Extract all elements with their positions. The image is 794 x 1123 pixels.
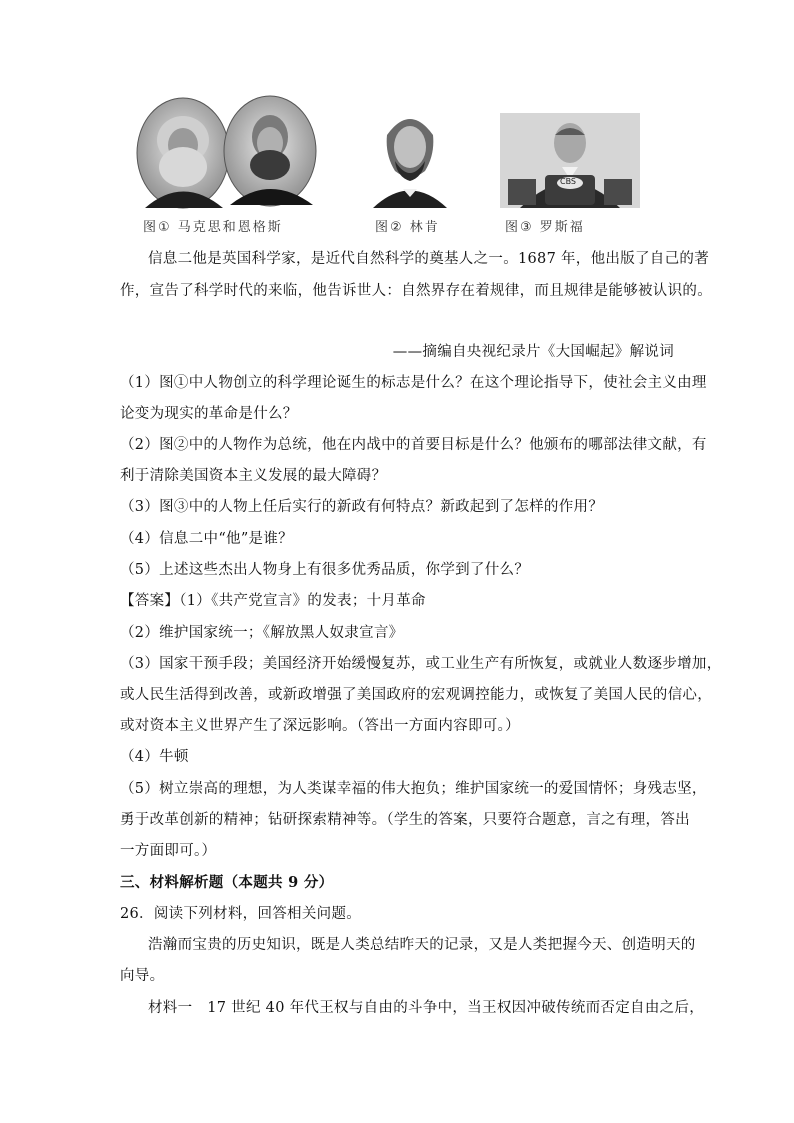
cbs-microphone-label: CBS [560,177,577,186]
question-3: （3）图③中的人物上任后实行的新政有何特点？新政起到了怎样的作用？ [120,499,604,515]
intro-line-1: 浩瀚而宝贵的历史知识，既是人类总结昨天的记录，又是人类把握今天、创造明天的 [148,937,696,953]
answer-5-line-2: 勇于改革创新的精神；钻研探索精神等。（学生的答案，只要符合题意，言之有理，答出 [120,812,690,828]
info2-line-1: 信息二他是英国科学家，是近代自然科学的奠基人之一。1687 年，他出版了自己的著 [148,251,710,267]
intro-line-2: 向导。 [120,968,165,984]
lincoln-portrait [365,103,455,208]
answer-1: 【答案】（1）《共产党宣言》的发表；十月革命 [120,593,426,609]
figure-3-caption: 图③ 罗斯福 [505,220,585,235]
answer-3-line-2: 或人民生活得到改善，或新政增强了美国政府的宏观调控能力，或恢复了美国人民的信心， [120,687,712,703]
question-1-line-2: 论变为现实的革命是什么？ [120,406,298,422]
info2-line-2: 作，宣告了科学时代的来临，他告诉世人：自然界存在着规律，而且规律是能够被认识的。 [120,283,712,299]
answer-4: （4）牛顿 [120,749,189,765]
marx-engels-portrait [135,95,320,210]
answer-5-line-1: （5）树立崇高的理想，为人类谋幸福的伟大抱负；维护国家统一的爱国情怀；身残志坚， [120,781,707,797]
question-5: （5）上述这些杰出人物身上有很多优秀品质，你学到了什么？ [120,562,530,578]
figure-strip [135,95,655,240]
answer-3-line-1: （3）国家干预手段；美国经济开始缓慢复苏，或工业生产有所恢复，或就业人数逐步增加， [120,656,722,672]
figure-2-caption: 图② 林肯 [375,220,440,235]
question-4: （4）信息二中“他”是谁？ [120,531,293,547]
figure-1-caption: 图① 马克思和恩格斯 [143,220,283,235]
question-2-line-2: 利于清除美国资本主义发展的最大障碍？ [120,468,387,484]
question-26: 26．阅读下列材料，回答相关问题。 [120,906,362,922]
question-1-line-1: （1）图①中人物创立的科学理论诞生的标志是什么？在这个理论指导下，使社会主义由理 [120,375,707,391]
answer-2: （2）维护国家统一；《解放黑人奴隶宣言》 [120,625,404,641]
roosevelt-portrait [500,113,640,208]
answer-5-line-3: 一方面即可。） [120,843,217,859]
answer-3-line-3: 或对资本主义世界产生了深远影响。（答出一方面内容即可。） [120,718,520,734]
material-1: 材料一 17 世纪 40 年代王权与自由的斗争中，当王权因冲破传统而否定自由之后， [148,1000,705,1016]
section-3-heading: 三、材料解析题（本题共 9 分） [120,874,334,891]
info2-source: ——摘编自央视纪录片《大国崛起》解说词 [392,344,674,360]
question-2-line-1: （2）图②中的人物作为总统，他在内战中的首要目标是什么？他颁布的哪部法律文献，有 [120,437,707,453]
